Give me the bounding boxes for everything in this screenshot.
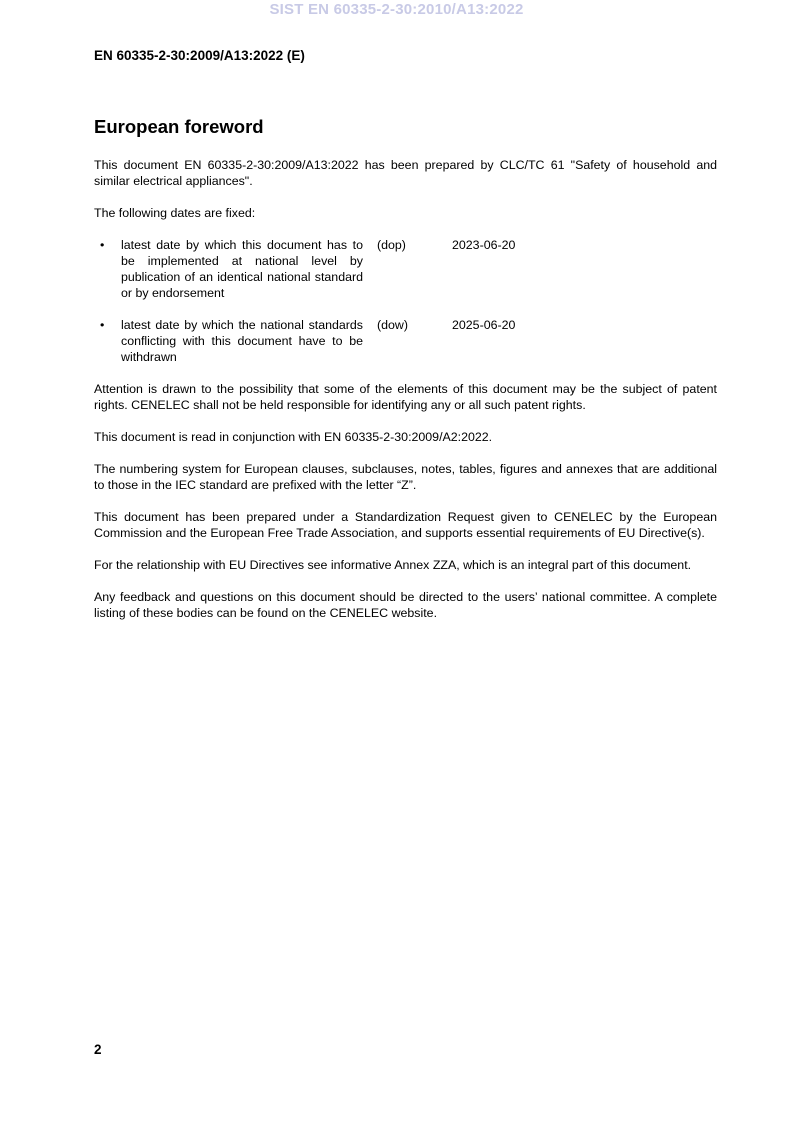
date-description: latest date by which the national standards conflicting with this document have to be withdrawn — [121, 318, 363, 364]
dates-intro: The following dates are fixed: — [94, 206, 256, 220]
date-value: 2025-06-20 — [452, 318, 516, 332]
intro-paragraph: This document EN 60335-2-30:2009/A13:2022 has been prepared by CLC/TC 61 "Safety of household and similar electrical appliances". — [94, 158, 717, 188]
feedback-paragraph: Any feedback and questions on this document should be directed to the users’ national committee. A complete listing of these bodies can be found on the CENELEC website. — [94, 590, 717, 620]
date-row-dop — [94, 237, 717, 301]
bullet-icon: • — [100, 318, 105, 332]
date-row-dow — [94, 317, 717, 365]
date-abbreviation: (dop) — [377, 238, 406, 252]
section-title: European foreword — [94, 116, 264, 137]
date-abbreviation: (dow) — [377, 318, 408, 332]
numbering-paragraph: The numbering system for European clauses, subclauses, notes, tables, figures and annexes that are additional to those in the IEC standard are prefixed with the letter “Z”. — [94, 462, 717, 492]
foreword-section — [94, 116, 717, 637]
watermark: SIST EN 60335-2-30:2010/A13:2022 — [269, 1, 524, 18]
patent-paragraph: Attention is drawn to the possibility that some of the elements of this document may be the subject of patent rights. CENELEC shall not be held responsible for identifying any or all such patent rights. — [94, 382, 717, 412]
standardization-request-paragraph: This document has been prepared under a Standardization Request given to CENELEC by the European Commission and the European Free Trade Association, and supports essential requirements of EU Directive(s). — [94, 510, 717, 540]
eu-directives-paragraph: For the relationship with EU Directives see informative Annex ZZA, which is an integral part of this document. — [94, 558, 692, 572]
document-identifier: EN 60335-2-30:2009/A13:2022 (E) — [94, 48, 305, 63]
bullet-icon: • — [100, 238, 105, 252]
conjunction-paragraph: This document is read in conjunction with EN 60335-2-30:2009/A2:2022. — [94, 430, 493, 444]
date-value: 2023-06-20 — [452, 238, 516, 252]
dates-list — [94, 237, 717, 365]
date-description: latest date by which this document has to be implemented at national level by publication of an identical national standard or by endorsement — [121, 238, 363, 300]
page-number: 2 — [94, 1042, 102, 1057]
